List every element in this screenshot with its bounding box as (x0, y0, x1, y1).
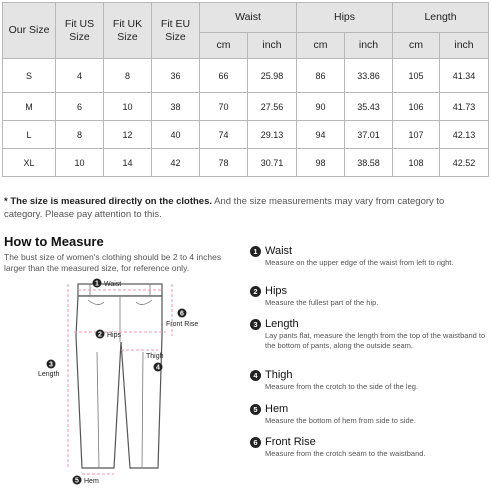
step-desc: Measure from the crotch to the side of the leg. (265, 382, 418, 391)
cell-length-cm: 106 (393, 93, 440, 121)
header-length: Length (393, 3, 489, 33)
unit-cm: cm (200, 33, 248, 59)
table-row (3, 149, 489, 177)
step-number: 5 (250, 404, 261, 415)
cell-waist-cm: 70 (200, 93, 248, 121)
cell-waist-cm: 78 (200, 149, 248, 177)
cell-us: 4 (56, 59, 104, 93)
cell-uk: 10 (104, 93, 152, 121)
pants-diagram (0, 272, 240, 490)
table-row (3, 121, 489, 149)
table-row (3, 93, 489, 121)
marker-1: 1 (95, 280, 99, 288)
diagram-label-hem: Hem (84, 478, 99, 485)
unit-inch: inch (440, 33, 489, 59)
step-number: 3 (250, 319, 261, 330)
marker-5: 5 (75, 477, 79, 485)
cell-waist-inch: 27.56 (248, 93, 297, 121)
header-waist: Waist (200, 3, 297, 33)
cell-hips-cm: 98 (297, 149, 345, 177)
step-title: Thigh (265, 369, 293, 381)
step-desc: Lay pants flat, measure the length from the top of the waistband to the bottom of pants, along the outside seam. (265, 331, 486, 350)
cell-length-cm: 107 (393, 121, 440, 149)
marker-6: 6 (180, 310, 184, 318)
header-our-size: Our Size (3, 3, 56, 59)
header-fit-us: Fit US Size (56, 3, 104, 59)
cell-length-cm: 105 (393, 59, 440, 93)
cell-hips-inch: 37.01 (345, 121, 393, 149)
cell-waist-cm: 74 (200, 121, 248, 149)
cell-hips-cm: 90 (297, 93, 345, 121)
diagram-label-hips: Hips (107, 332, 122, 339)
cell-waist-inch: 30.71 (248, 149, 297, 177)
header-hips: Hips (297, 3, 393, 33)
cell-eu: 38 (152, 93, 200, 121)
unit-cm: cm (297, 33, 345, 59)
step-title: Front Rise (265, 436, 316, 448)
step-desc: Measure the fullest part of the hip. (265, 298, 379, 307)
step-number: 6 (250, 437, 261, 448)
cell-size: M (3, 93, 56, 121)
cell-hips-inch: 38.58 (345, 149, 393, 177)
cell-size: S (3, 59, 56, 93)
cell-uk: 12 (104, 121, 152, 149)
size-note-bold: * The size is measured directly on the clothes. (4, 196, 213, 207)
cell-length-inch: 41.34 (440, 59, 489, 93)
step-desc: Measure the bottom of hem from side to side. (265, 416, 416, 425)
cell-size: L (3, 121, 56, 149)
step-title: Hips (265, 285, 288, 297)
cell-eu: 42 (152, 149, 200, 177)
step-number: 1 (250, 246, 261, 257)
marker-3: 3 (49, 361, 53, 369)
step-title: Length (265, 318, 299, 330)
cell-length-inch: 42.52 (440, 149, 489, 177)
step-title: Hem (265, 403, 289, 415)
cell-hips-cm: 94 (297, 121, 345, 149)
cell-length-inch: 41.73 (440, 93, 489, 121)
step-number: 2 (250, 286, 261, 297)
cell-length-inch: 42.13 (440, 121, 489, 149)
cell-us: 6 (56, 93, 104, 121)
size-chart-table (2, 2, 489, 177)
table-row (3, 59, 489, 93)
unit-inch: inch (345, 33, 393, 59)
pants-outline (76, 284, 162, 468)
pants-legs-shape (76, 296, 162, 468)
step-desc: Measure on the upper edge of the waist from left to right. (265, 258, 454, 267)
header-fit-eu: Fit EU Size (152, 3, 200, 59)
marker-4: 4 (156, 364, 160, 372)
cell-eu: 36 (152, 59, 200, 93)
cell-hips-inch: 35.43 (345, 93, 393, 121)
cell-eu: 40 (152, 121, 200, 149)
size-note-rest: And the size measurements may vary from category to category. Please pay attention to this. (4, 196, 445, 220)
diagram-label-front-rise: Front Rise (166, 321, 199, 328)
cell-uk: 8 (104, 59, 152, 93)
header-row (3, 3, 489, 33)
marker-2: 2 (98, 331, 102, 339)
unit-inch: inch (248, 33, 297, 59)
cell-us: 10 (56, 149, 104, 177)
cell-waist-inch: 29.13 (248, 121, 297, 149)
cell-uk: 14 (104, 149, 152, 177)
step-desc: Measure from the crotch seam to the waistband. (265, 449, 426, 458)
diagram-label-waist: Waist (104, 281, 122, 288)
diagram-label-thigh: Thigh (146, 353, 164, 360)
step-title: Waist (265, 245, 293, 257)
cell-us: 8 (56, 121, 104, 149)
cell-length-cm: 108 (393, 149, 440, 177)
step-number: 4 (250, 370, 261, 381)
cell-waist-inch: 25.98 (248, 59, 297, 93)
cell-hips-inch: 33.86 (345, 59, 393, 93)
size-note (4, 195, 484, 221)
cell-hips-cm: 86 (297, 59, 345, 93)
cell-size: XL (3, 149, 56, 177)
how-to-measure-title: How to Measure (4, 234, 104, 249)
cell-waist-cm: 66 (200, 59, 248, 93)
how-to-measure-subtitle: The bust size of women's clothing should be 2 to 4 inches larger than the measured size, for reference only. (4, 252, 222, 273)
unit-cm: cm (393, 33, 440, 59)
diagram-label-length: Length (38, 371, 60, 378)
header-fit-uk: Fit UK Size (104, 3, 152, 59)
